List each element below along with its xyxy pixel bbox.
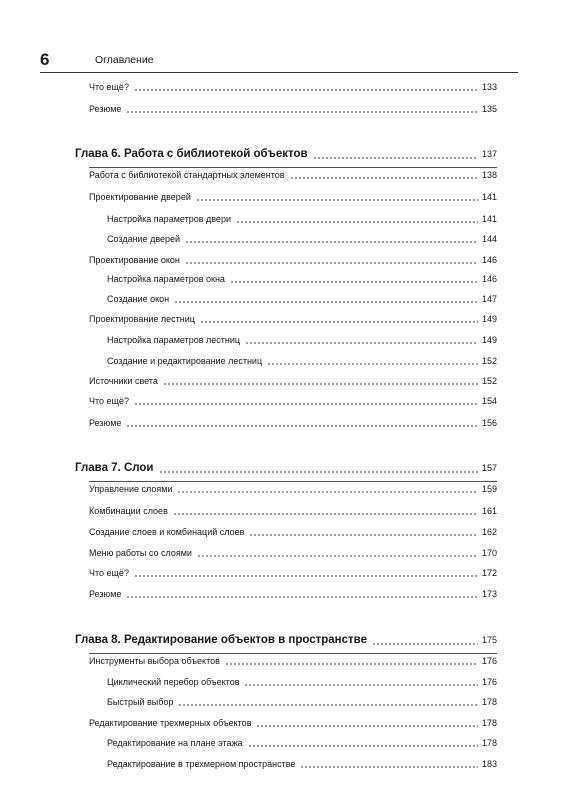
entry-title: Инструменты выбора объектов [89, 656, 220, 666]
toc-entry [89, 374, 497, 388]
entry-page-number: 144 [481, 234, 497, 244]
dot-leader [178, 704, 478, 706]
entry-title: Что ещё? [89, 82, 129, 92]
entry-title: Резюме [89, 418, 122, 428]
toc-entry [89, 504, 497, 518]
entry-page-number: 161 [481, 506, 497, 516]
running-title: Оглавление [95, 54, 154, 66]
entry-page-number: 157 [481, 463, 497, 473]
toc-entry [89, 654, 497, 668]
entry-page-number: 176 [481, 677, 497, 687]
entry-title: Глава 7. Слои [75, 462, 154, 474]
entry-title: Проектирование окон [89, 255, 180, 265]
page-number: 6 [40, 50, 50, 69]
entry-page-number: 172 [481, 568, 497, 578]
dot-leader [372, 643, 478, 645]
dot-leader [185, 241, 478, 243]
dot-leader [245, 342, 478, 344]
entry-title: Комбинации слоев [89, 506, 168, 516]
entry-page-number: 162 [481, 527, 497, 537]
dot-leader [313, 157, 478, 159]
entry-title: Редактирование на плане этажа [107, 738, 243, 748]
entry-page-number: 146 [481, 255, 497, 265]
entry-title: Резюме [89, 104, 122, 114]
entry-title: Настройка параметров лестниц [107, 335, 241, 345]
toc-entry [107, 212, 497, 226]
dot-leader [236, 221, 478, 223]
dot-leader [197, 555, 478, 557]
dot-leader [173, 513, 478, 515]
entry-page-number: 141 [481, 214, 497, 224]
dot-leader [163, 383, 478, 385]
entry-page-number: 178 [481, 718, 497, 728]
entry-page-number: 183 [481, 759, 497, 769]
entry-page-number: 156 [481, 418, 497, 428]
toc-entry [107, 272, 497, 286]
entry-title: Настройка параметров окна [107, 274, 225, 284]
entry-page-number: 149 [481, 314, 497, 324]
toc-entry [107, 695, 497, 709]
entry-page-number: 133 [481, 82, 497, 92]
entry-page-number: 175 [481, 635, 497, 645]
chapter-entry [75, 460, 497, 476]
entry-page-number: 173 [481, 589, 497, 599]
entry-page-number: 154 [481, 396, 497, 406]
toc-entry [107, 675, 497, 689]
dot-leader [185, 262, 478, 264]
entry-title: Создание и редактирование лестниц [107, 356, 263, 366]
entry-page-number: 178 [481, 697, 497, 707]
entry-title: Проектирование дверей [89, 192, 191, 202]
dot-leader [248, 745, 478, 747]
entry-title: Редактирование трехмерных объектов [89, 718, 252, 728]
dot-leader [177, 491, 477, 493]
toc-entry [107, 736, 497, 750]
dot-leader [126, 111, 478, 113]
entry-title: Редактирование в трехмерном пространстве [107, 759, 296, 769]
entry-title: Создание окон [107, 294, 170, 304]
entry-page-number: 170 [481, 548, 497, 558]
entry-title: Быстрый выбор [107, 697, 174, 707]
dot-leader [174, 301, 478, 303]
entry-page-number: 178 [481, 738, 497, 748]
dot-leader [196, 199, 478, 201]
entry-page-number: 152 [481, 376, 497, 386]
toc-entry [89, 102, 497, 116]
dot-leader [300, 766, 478, 768]
toc-entry [89, 716, 497, 730]
entry-title: Глава 8. Редактирование объектов в пространстве [75, 634, 367, 646]
entry-title: Управление слоями [89, 484, 173, 494]
dot-leader [230, 281, 478, 283]
toc-entry [89, 416, 497, 430]
toc-entry [89, 168, 497, 182]
toc-entry [107, 292, 497, 306]
dot-leader [256, 725, 477, 727]
entry-title: Создание дверей [107, 234, 181, 244]
toc-entry [89, 482, 497, 496]
entry-title: Работа с библиотекой стандартных элементов [89, 170, 285, 180]
entry-title: Резюме [89, 589, 122, 599]
page-header [40, 50, 518, 73]
entry-page-number: 141 [481, 192, 497, 202]
chapter-entry [75, 632, 497, 648]
dot-leader [134, 575, 478, 577]
toc-entry [89, 525, 497, 539]
entry-page-number: 147 [481, 294, 497, 304]
toc-entry [89, 587, 497, 601]
entry-page-number: 159 [481, 484, 497, 494]
toc-entry [89, 190, 497, 204]
entry-title: Глава 6. Работа с библиотекой объектов [75, 148, 308, 160]
entry-page-number: 137 [481, 149, 497, 159]
dot-leader [134, 89, 478, 91]
toc-entry [107, 757, 497, 771]
entry-title: Циклический перебор объектов [107, 677, 240, 687]
dot-leader [225, 663, 478, 665]
toc-entry [89, 566, 497, 580]
toc-entry [107, 354, 497, 368]
entry-title: Что ещё? [89, 396, 129, 406]
entry-page-number: 138 [481, 170, 497, 180]
dot-leader [267, 363, 478, 365]
entry-page-number: 135 [481, 104, 497, 114]
entry-page-number: 176 [481, 656, 497, 666]
toc-entry [107, 232, 497, 246]
dot-leader [290, 177, 478, 179]
entry-title: Меню работы со слоями [89, 548, 192, 558]
entry-page-number: 149 [481, 335, 497, 345]
dot-leader [159, 471, 478, 473]
dot-leader [244, 684, 477, 686]
entry-title: Что ещё? [89, 568, 129, 578]
entry-title: Настройка параметров двери [107, 214, 231, 224]
toc-entry [89, 394, 497, 408]
dot-leader [126, 596, 478, 598]
toc-entry [89, 80, 497, 94]
toc-entry [107, 333, 497, 347]
dot-leader [200, 321, 478, 323]
toc-entry [89, 546, 497, 560]
dot-leader [126, 425, 478, 427]
entry-title: Проектирование лестниц [89, 314, 195, 324]
entry-title: Создание слоев и комбинаций слоев [89, 527, 245, 537]
dot-leader [249, 534, 478, 536]
toc-entry [89, 312, 497, 326]
dot-leader [134, 403, 478, 405]
entry-page-number: 152 [481, 356, 497, 366]
toc-entry [89, 253, 497, 267]
entry-page-number: 146 [481, 274, 497, 284]
entry-title: Источники света [89, 376, 158, 386]
chapter-entry [75, 146, 497, 162]
